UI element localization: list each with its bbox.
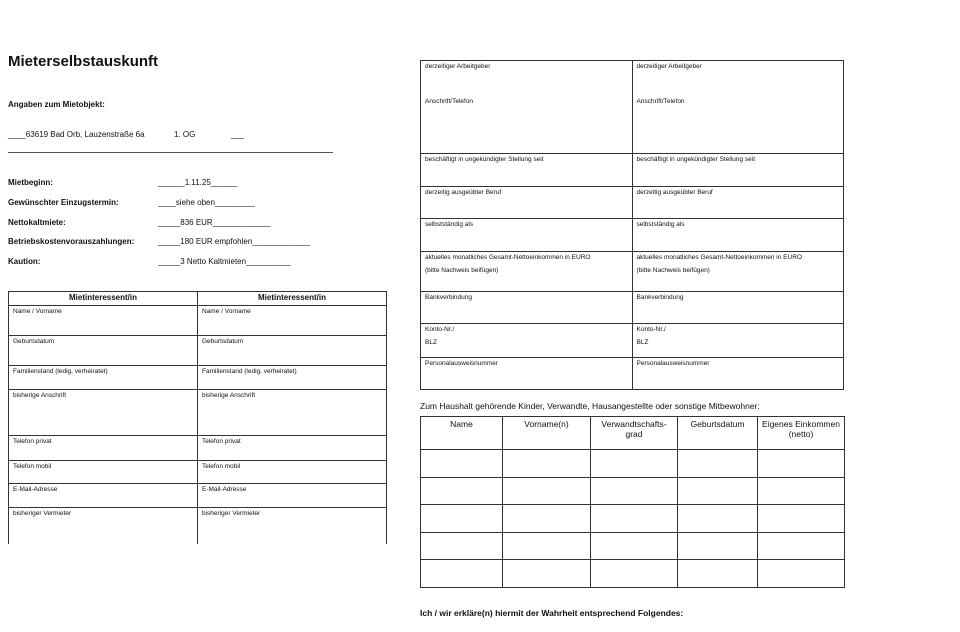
cell-label: aktuelles monatliches Gesamt-Nettoeinkommen in EURO — [425, 254, 591, 261]
cell-label: BLZ — [636, 339, 649, 346]
cell-label: Personalausweisnummer — [425, 360, 498, 367]
cell-label: Familienstand (ledig, verheiratet) — [202, 368, 297, 375]
input-cell[interactable] — [503, 450, 591, 478]
cell-label: bisherige Anschrift — [13, 392, 67, 399]
field-cell[interactable] — [421, 358, 633, 390]
table-row — [421, 477, 845, 505]
cell-label: Telefon privat — [202, 438, 241, 445]
cell-label: Geburtsdatum — [202, 338, 244, 345]
table-row — [421, 61, 844, 154]
field-cell[interactable] — [632, 187, 844, 219]
cell-label: (bitte Nachweis beifügen) — [636, 267, 710, 274]
table-row — [421, 187, 844, 219]
field-value: _____180 EUR empfohlen_____________ — [158, 237, 311, 247]
field-cell[interactable] — [421, 252, 633, 292]
input-cell[interactable] — [421, 505, 503, 533]
applicant-table — [8, 291, 387, 544]
table-row — [9, 366, 387, 390]
table-row — [9, 508, 387, 544]
cell-label: E-Mail-Adresse — [13, 486, 58, 493]
table-row — [9, 484, 387, 508]
field-cell[interactable] — [632, 324, 844, 358]
field-cell[interactable] — [9, 306, 198, 336]
cell-label: Telefon mobil — [202, 463, 241, 470]
input-cell[interactable] — [503, 532, 591, 560]
cell-label: derzeitig ausgeübter Beruf — [636, 189, 713, 196]
divider-line — [8, 152, 333, 153]
field-cell[interactable] — [198, 484, 387, 508]
cell-label: Familienstand (ledig, verheiratet) — [13, 368, 108, 375]
field-cell[interactable] — [198, 461, 387, 484]
declaration-text: Ich / wir erkläre(n) hiermit der Wahrheit entsprechend Folgendes: — [420, 608, 684, 618]
table-row — [421, 532, 845, 560]
cell-label: bisherige Anschrift — [202, 392, 256, 399]
column-header: Name — [421, 417, 503, 450]
input-cell[interactable] — [421, 532, 503, 560]
field-value: ____siehe oben_________ — [158, 197, 255, 207]
field-cell[interactable] — [198, 436, 387, 461]
field-value: _____3 Netto Kaltmieten__________ — [158, 257, 291, 267]
column-header: Geburtsdatum — [678, 417, 758, 450]
input-cell[interactable] — [503, 505, 591, 533]
column-header: Mietinteressent/in — [9, 292, 198, 306]
field-cell[interactable] — [632, 358, 844, 390]
field-label: Kaution: — [8, 257, 41, 267]
household-heading: Zum Haushalt gehörende Kinder, Verwandte, Hausangestellte oder sonstige Mitbewohner: — [420, 401, 760, 411]
field-value: ______1.11.25______ — [158, 178, 238, 187]
input-cell[interactable] — [421, 477, 503, 505]
input-cell[interactable] — [758, 477, 845, 505]
input-cell[interactable] — [421, 560, 503, 588]
field-cell[interactable] — [9, 436, 198, 461]
input-cell[interactable] — [591, 532, 678, 560]
field-cell[interactable] — [632, 154, 844, 187]
cell-label: Name / Vorname — [13, 308, 62, 315]
table-row — [421, 324, 844, 358]
table-row — [9, 336, 387, 366]
cell-label: bisheriger Vermieter — [13, 510, 72, 517]
input-cell[interactable] — [591, 477, 678, 505]
field-cell[interactable] — [9, 336, 198, 366]
column-header: Mietinteressent/in — [198, 292, 387, 306]
cell-label: Geburtsdatum — [13, 338, 55, 345]
object-blank: ___ — [231, 130, 245, 139]
table-row — [9, 461, 387, 484]
cell-label: derzeitiger Arbeitgeber — [636, 63, 702, 70]
field-cell[interactable] — [198, 336, 387, 366]
object-address: ____63619 Bad Orb, Lauzenstraße 6a — [8, 130, 145, 139]
header-row — [421, 417, 845, 450]
field-cell[interactable] — [421, 324, 633, 358]
cell-label: aktuelles monatliches Gesamt-Nettoeinkommen in EURO — [636, 254, 802, 261]
input-cell[interactable] — [678, 477, 758, 505]
cell-label: BLZ — [425, 339, 437, 346]
cell-label: derzeitiger Arbeitgeber — [425, 63, 491, 70]
field-cell[interactable] — [632, 61, 844, 154]
cell-label: derzeitig ausgeübter Beruf — [425, 189, 502, 196]
cell-label: Anschrift/Telefon — [425, 98, 474, 105]
household-table — [420, 416, 845, 588]
input-cell[interactable] — [758, 450, 845, 478]
field-cell[interactable] — [421, 187, 633, 219]
field-cell[interactable] — [9, 484, 198, 508]
cell-label: bisheriger Vermieter — [202, 510, 261, 517]
field-cell[interactable] — [632, 219, 844, 252]
field-cell[interactable] — [9, 366, 198, 390]
input-cell[interactable] — [591, 505, 678, 533]
cell-label: Konto-Nr./ — [425, 326, 455, 333]
table-row — [421, 560, 845, 588]
cell-label: beschäftigt in ungekündigter Stellung seit — [636, 156, 756, 163]
cell-label: Bankverbindung — [425, 294, 472, 301]
field-cell[interactable] — [421, 154, 633, 187]
input-cell[interactable] — [758, 505, 845, 533]
cell-label: Telefon privat — [13, 438, 52, 445]
table-row — [9, 390, 387, 436]
table-row — [421, 292, 844, 324]
table-row — [421, 252, 844, 292]
input-cell[interactable] — [678, 532, 758, 560]
field-cell[interactable] — [421, 61, 633, 154]
cell-label: beschäftigt in ungekündigter Stellung seit — [425, 156, 544, 163]
field-cell[interactable] — [421, 292, 633, 324]
column-header: Verwandtschafts-grad — [591, 417, 678, 450]
field-label: Nettokaltmiete: — [8, 217, 66, 227]
input-cell[interactable] — [503, 560, 591, 588]
field-cell[interactable] — [198, 390, 387, 436]
table-row — [421, 450, 845, 478]
input-cell[interactable] — [678, 450, 758, 478]
cell-label: Konto-Nr./ — [636, 326, 666, 333]
cell-label: Telefon mobil — [13, 463, 52, 470]
cell-label: E-Mail-Adresse — [202, 486, 247, 493]
field-label: Mietbeginn: — [8, 178, 53, 187]
column-header: Vorname(n) — [503, 417, 591, 450]
cell-label: Bankverbindung — [636, 294, 684, 301]
input-cell[interactable] — [678, 505, 758, 533]
field-cell[interactable] — [9, 508, 198, 544]
page-title: Mieterselbstauskunft — [8, 53, 159, 70]
input-cell[interactable] — [678, 560, 758, 588]
cell-label: selbstständig als — [425, 221, 474, 228]
cell-label: (bitte Nachweis beifügen) — [425, 267, 499, 274]
employment-table — [420, 60, 844, 390]
cell-label: Anschrift/Telefon — [636, 98, 685, 105]
input-cell[interactable] — [503, 477, 591, 505]
field-label: Betriebskostenvorauszahlungen: — [8, 237, 135, 247]
table-row — [9, 306, 387, 336]
input-cell[interactable] — [758, 560, 845, 588]
cell-label: Personalausweisnummer — [636, 360, 710, 367]
input-cell[interactable] — [591, 450, 678, 478]
field-cell[interactable] — [421, 219, 633, 252]
table-row — [421, 358, 844, 390]
field-cell[interactable] — [198, 508, 387, 544]
object-heading: Angaben zum Mietobjekt: — [8, 100, 105, 109]
input-cell[interactable] — [591, 560, 678, 588]
input-cell[interactable] — [758, 532, 845, 560]
cell-label: Name / Vorname — [202, 308, 251, 315]
table-row — [9, 436, 387, 461]
field-label: Gewünschter Einzugstermin: — [8, 197, 119, 207]
field-cell[interactable] — [632, 252, 844, 292]
field-cell[interactable] — [198, 366, 387, 390]
table-row — [421, 505, 845, 533]
field-cell[interactable] — [9, 461, 198, 484]
object-floor: 1. OG — [174, 130, 196, 139]
column-header: Eigenes Einkommen (netto) — [758, 417, 845, 450]
field-cell[interactable] — [9, 390, 198, 436]
cell-label: selbstständig als — [636, 221, 685, 228]
table-row — [421, 219, 844, 252]
field-cell[interactable] — [198, 306, 387, 336]
input-cell[interactable] — [421, 450, 503, 478]
table-row — [421, 154, 844, 187]
field-cell[interactable] — [632, 292, 844, 324]
field-value: _____836 EUR_____________ — [158, 217, 271, 227]
